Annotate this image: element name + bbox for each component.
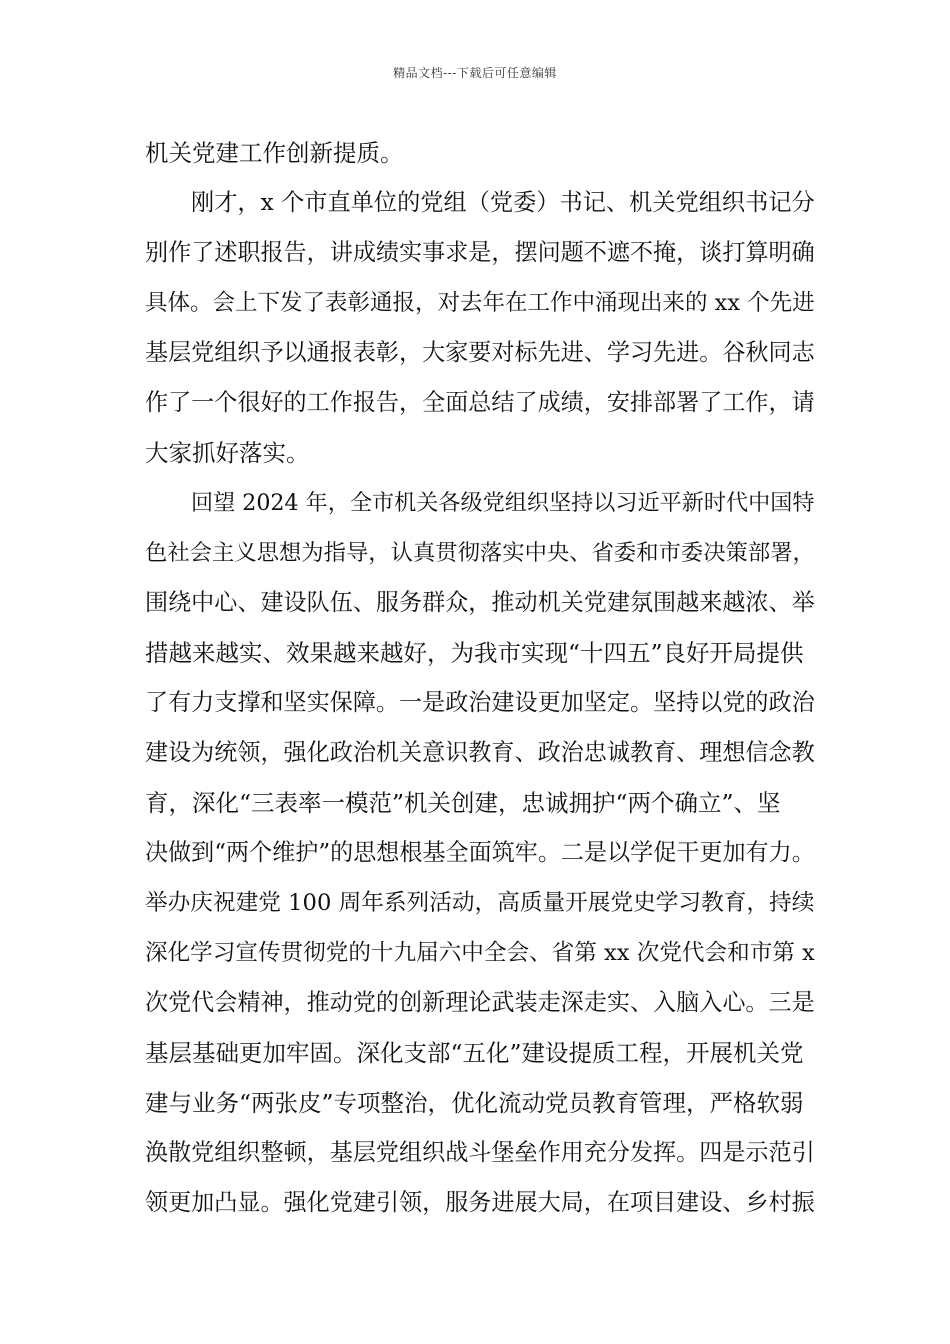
text-line: 措越来越实、效果越来越好，为我市实现“十四五”良好开局提供 xyxy=(145,639,804,667)
text-line: 举办庆祝建党 100 周年系列活动，高质量开展党史学习教育，持续 xyxy=(145,890,815,916)
text-line: 具体。会上下发了表彰通报，对去年在工作中涌现出来的 xx 个先进 xyxy=(145,290,815,316)
text-line: 了有力支撑和坚实保障。一是政治建设更加坚定。坚持以党的政治 xyxy=(145,690,815,716)
text-line: 次党代会精神，推动党的创新理论武装走深走实、入脑入心。三是 xyxy=(145,990,815,1016)
text-line: 建设为统领，强化政治机关意识教育、政治忠诚教育、理想信念教 xyxy=(145,740,815,766)
text-line: 刚才，x 个市直单位的党组（党委）书记、机关党组织书记分 xyxy=(191,189,815,216)
text-line: 色社会主义思想为指导，认真贯彻落实中央、省委和市委决策部署， xyxy=(145,540,815,566)
text-line: 育，深化“三表率一模范”机关创建，忠诚拥护“两个确立”、坚 xyxy=(145,789,781,817)
text-line: 别作了述职报告，讲成绩实事求是，摆问题不遮不掩，谈打算明确 xyxy=(145,240,815,266)
text-line: 围绕中心、建设队伍、服务群众，推动机关党建氛围越来越浓、举 xyxy=(145,590,815,616)
page-header: 精品文档---下载后可任意编辑 xyxy=(393,66,557,80)
text-line: 基层党组织予以通报表彰，大家要对标先进、学习先进。谷秋同志 xyxy=(145,340,815,366)
text-line: 领更加凸显。强化党建引领，服务进展大局，在项目建设、乡村振 xyxy=(145,1190,815,1216)
text-line: 深化学习宣传贯彻党的十九届六中全会、省第 xx 次党代会和市第 x xyxy=(145,940,815,966)
document-body xyxy=(145,128,815,1228)
text-line: 作了一个很好的工作报告，全面总结了成绩，安排部署了工作，请 xyxy=(145,390,815,416)
text-line: 回望 2024 年，全市机关各级党组织坚持以习近平新时代中国特 xyxy=(191,490,815,516)
text-line: 决做到“两个维护”的思想根基全面筑牢。二是以学促干更加有力。 xyxy=(145,840,815,866)
text-line: 大家抓好落实。 xyxy=(145,439,310,467)
text-line: 基层基础更加牢固。深化支部“五化”建设提质工程，开展机关党 xyxy=(145,1039,804,1067)
text-line: 机关党建工作创新提质。 xyxy=(145,139,404,167)
text-line: 涣散党组织整顿，基层党组织战斗堡垒作用充分发挥。四是示范引 xyxy=(145,1140,815,1166)
text-line: 建与业务“两张皮”专项整治，优化流动党员教育管理，严格软弱 xyxy=(145,1089,804,1117)
